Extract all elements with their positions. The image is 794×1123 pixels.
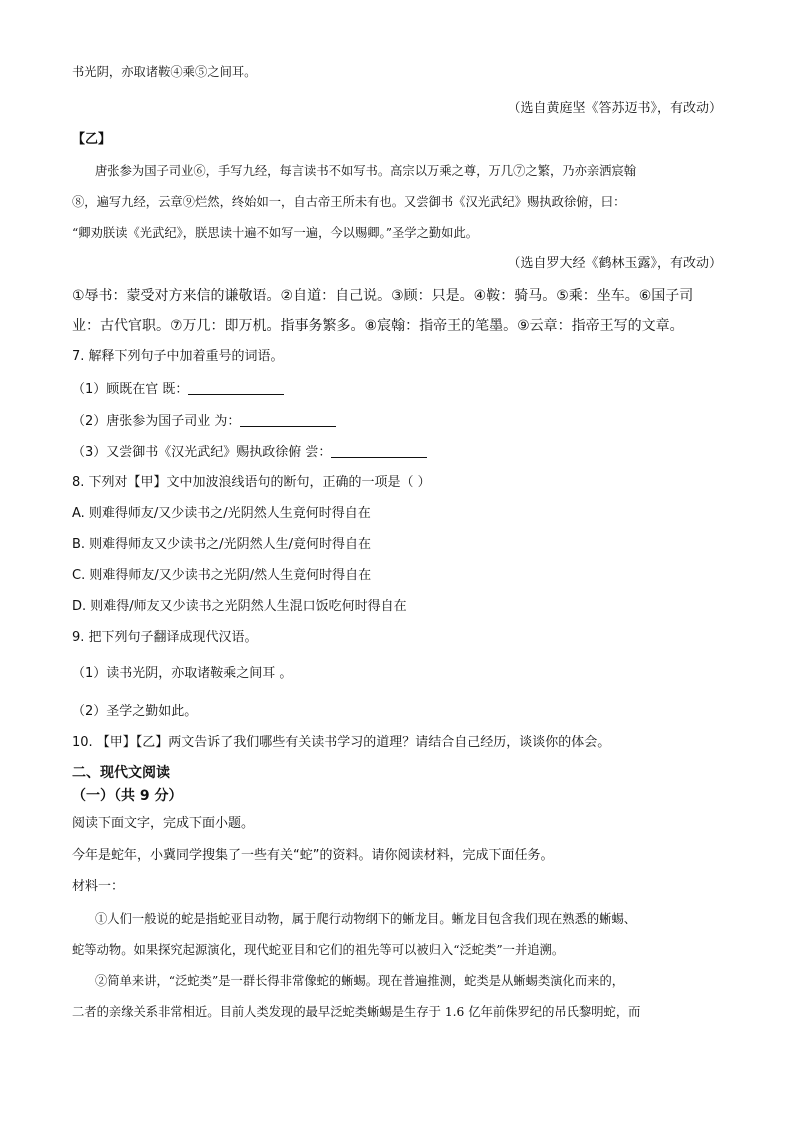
q9-item: （1）读书光阴，亦取诸鞍乘之间耳 。	[72, 666, 293, 681]
source-a: （选自黄庭坚《答苏迈书》，有改动）	[507, 101, 722, 116]
q8-option-b[interactable]: B. 则难得师友又少读书之/光阴然人生/竟何时得自在	[72, 537, 371, 552]
answer-blank[interactable]	[188, 380, 284, 395]
q7-item	[72, 443, 722, 462]
label-b: 【乙】	[72, 132, 112, 147]
notes-line: 业：古代官职。⑦万几：即万机。指事务繁多。⑧宸翰：指帝王的笔墨。⑨云章：指帝王写的文章。	[72, 318, 684, 334]
notes-line: ①辱书：蒙受对方来信的谦敬语。②自道：自己说。③顾：只是。④鞍：骑马。⑤乘：坐车。⑥国子司	[72, 288, 694, 304]
material-label: 材料一：	[72, 879, 125, 894]
passage-b-line: “卿劝朕读《光武纪》，朕思读十遍不如写一遍，今以赐卿。”圣学之勤如此。	[72, 226, 479, 240]
intro: 今年是蛇年，小冀同学搜集了一些有关“蛇”的资料。请你阅读材料，完成下面任务。	[72, 848, 554, 863]
sub-title: （一）（共 9 分）	[72, 788, 183, 804]
q9-item: （2）圣学之勤如此。	[72, 704, 198, 719]
q8-option-c[interactable]: C. 则难得师友/又少读书之光阴/然人生竟何时得自在	[72, 568, 372, 583]
q7-item-text: （2）唐张参为国子司业 为：	[72, 414, 241, 429]
q10-stem: 10. 【甲】【乙】两文告诉了我们哪些有关读书学习的道理？请结合自己经历，谈谈你的体会。	[72, 735, 611, 750]
answer-blank[interactable]	[331, 443, 427, 458]
material-paragraph-line: 二者的亲缘关系非常相近。目前人类发现的最早泛蛇类蜥蜴是生存于 1.6 亿年前侏罗纪的吊氏黎明蛇，而	[72, 1005, 641, 1019]
source-b: （选自罗大经《鹤林玉露》，有改动）	[507, 256, 722, 271]
answer-blank[interactable]	[240, 412, 336, 427]
material-paragraph-line: ②简单来讲，“泛蛇类”是一群长得非常像蛇的蜥蜴。现在普遍推测，蛇类是从蜥蜴类演化而来的，	[95, 974, 625, 988]
q9-stem: 9. 把下列句子翻译成现代汉语。	[72, 630, 258, 645]
q7-item	[72, 380, 722, 399]
q8-stem: 8. 下列对【甲】文中加波浪线语句的断句，正确的一项是（ ）	[72, 475, 431, 490]
material-paragraph-line: ①人们一般说的蛇是指蛇亚目动物，属于爬行动物纲下的蜥龙目。蜥龙目包含我们现在熟悉的蜥蜴、	[95, 912, 637, 926]
q7-item-text: （1）顾既在官 既：	[72, 382, 189, 397]
passage-a-tail: 书光阴，亦取诸鞍④乘⑤之间耳。	[72, 65, 257, 79]
q7-stem: 7. 解释下列句子中加着重号的词语。	[72, 349, 284, 364]
q7-item	[72, 412, 722, 431]
instruction: 阅读下面文字，完成下面小题。	[72, 816, 255, 831]
passage-b-line: 唐张参为国子司业⑥，手写九经，每言读书不如写书。高宗以万乘之尊，万几⑦之繁，乃亦亲洒宸翰	[95, 164, 637, 178]
section-title: 二、现代文阅读	[72, 765, 170, 781]
q8-option-a[interactable]: A. 则难得师友/又少读书之/光阴然人生竟何时得自在	[72, 506, 371, 521]
material-paragraph-line: 蛇等动物。如果探究起源演化，现代蛇亚目和它们的祖先等可以被归入“泛蛇类”一并追溯。	[72, 943, 565, 957]
q8-option-d[interactable]: D. 则难得/师友又少读书之光阴然人生混口饭吃何时得自在	[72, 599, 407, 614]
q7-item-text: （3）又尝御书《汉光武纪》赐执政徐俯 尝：	[72, 445, 332, 460]
passage-b-line: ⑧，遍写九经，云章⑨烂然，终始如一，自古帝王所未有也。又尝御书《汉光武纪》赐执政徐俯，曰：	[72, 195, 626, 209]
